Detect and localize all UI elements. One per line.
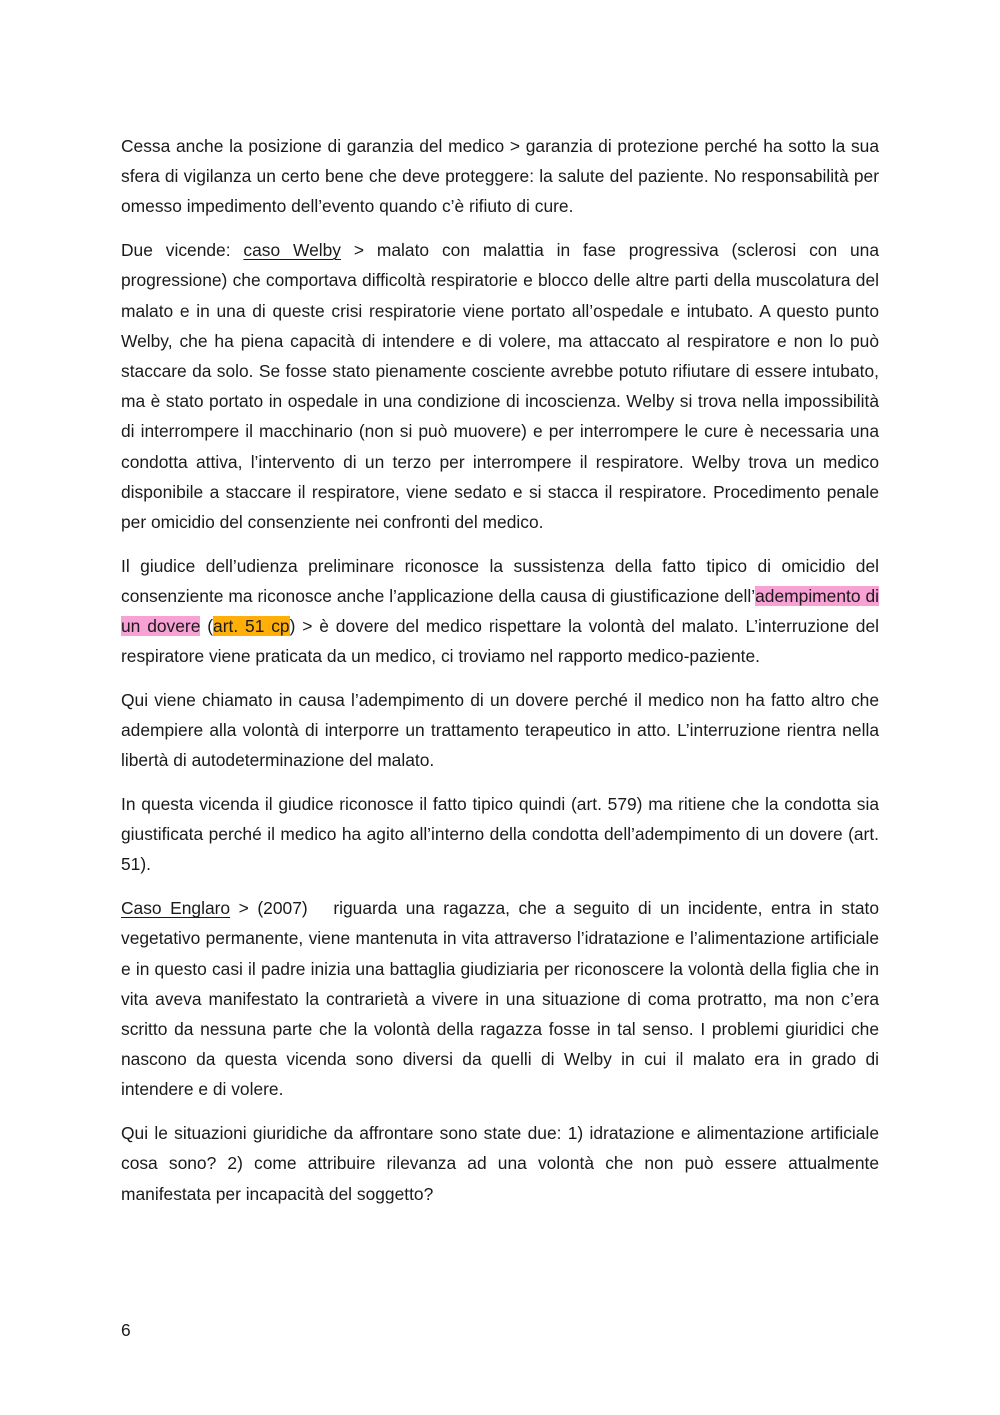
paragraph-garanzia: Cessa anche la posizione di garanzia del medico > garanzia di protezione perché ha sotto la sua sfera di vigilanza un certo bene che deve proteggere: la salute del paziente. No responsabilità per omesso impedimento dell’evento quando c’è rifiuto di cure. [121,136,879,217]
paragraph-text: ( [200,616,214,637]
paragraph-situazioni-giuridiche: Qui le situazioni giuridiche da affrontare sono state due: 1) idratazione e alimentazione artificiale cosa sono? 2) come attribuire rilevanza ad una volontà che non può essere attualmente manifestata per incapacità del soggetto? [121,1123,879,1204]
document-body [121,131,884,1222]
paragraph-fatto-tipico: In questa vicenda il giudice riconosce il fatto tipico quindi (art. 579) ma ritiene che la condotta sia giustificata perché il medico ha agito all’interno della condotta dell’adempimento di un dovere (art. 51). [121,794,879,875]
paragraph-adempimento-dovere: Qui viene chiamato in causa l’adempimento di un dovere perché il medico non ha fatto altro che adempiere alla volontà di interporre un trattamento terapeutico in atto. L’interruzione rientra nella libertà di autodeterminazione del malato. [121,689,879,771]
page-number: 6 [121,1320,131,1340]
highlight-art-51: art. 51 cp [213,616,290,637]
paragraph-text: Due vicende: [121,240,244,261]
highlight-adempimento: adempimento di un dovere [121,585,879,637]
paragraph-caso-welby [121,235,879,537]
paragraph-caso-englaro [121,893,884,1104]
caso-welby-underlined: caso Welby [243,240,342,261]
paragraph-text: ) > è dovere del medico rispettare la volontà del malato. L’interruzione del respiratore viene praticata da un medico, ci troviamo nel rapporto medico-paziente. [121,616,879,667]
paragraph-giudice-udienza [121,551,879,672]
paragraph-text: > (2007) riguarda una ragazza, che a seguito di un incidente, entra in stato vegetativo permanente, viene mantenuta in vita attraverso l’idratazione e l’alimentazione artificiale e in questo casi il padre inizia una battaglia giudiziaria per riconoscere la volontà della figlia che in vita aveva manifestato la contrarietà a vivere in una situazione di coma protratto, ma non c’era scritto da nessuna parte che la volontà della ragazza fosse in tal senso. I problemi giuridici che nascono da questa vicenda sono diversi da quelli di Welby in cui il malato era in grado di intendere e di volere. [121,898,884,1100]
paragraph-text: Il giudice dell’udienza preliminare riconosce la sussistenza della fatto tipico di omicidio del consenziente ma riconosce anche l’applicazione della causa di giustificazione dell’ [121,555,879,606]
caso-englaro-underlined: Caso Englaro [121,898,231,919]
paragraph-text: > malato con malattia in fase progressiva (sclerosi con una progressione) che comportava difficoltà respiratorie e blocco delle altre parti della muscolatura del malato e in una di queste crisi respiratorie viene portato all’ospedale e intubato. A questo punto Welby, che ha piena capacità di intendere e di volere, ma attaccato al respiratore e non lo può staccare da solo. Se fosse stato pienamente cosciente avrebbe potuto rifiutare di essere intubato, ma è stato portato in ospedale in una condizione di incoscienza. Welby si trova nella impossibilità di interrompere il macchinario (non si può muovere) e per interrompere le cure è necessaria una condotta attiva, l’intervento di un terzo per interrompere il respiratore. Welby trova un medico disponibile a staccare il respiratore, viene sedato e si stacca il respiratore. Procedimento penale per omicidio del consenziente nei confronti del medico. [121,240,879,532]
